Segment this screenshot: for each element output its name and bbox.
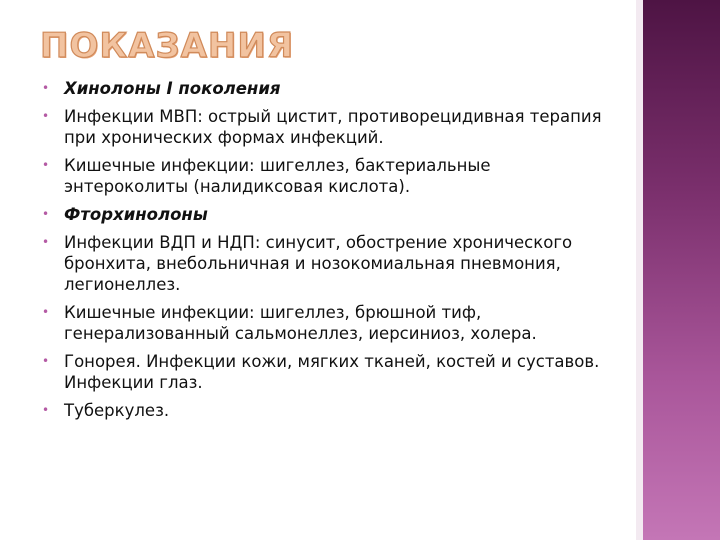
bullet-icon: • — [42, 305, 50, 319]
section-heading: Хинолоны I поколения — [64, 79, 281, 98]
list-item — [40, 302, 610, 344]
list-item — [40, 78, 610, 99]
slide-title: ПОКАЗАНИЯ — [40, 26, 295, 66]
list-item — [40, 155, 610, 197]
list-item-text: Кишечные инфекции: шигеллез, бактериальные энтероколиты (налидиксовая кислота). — [64, 156, 491, 196]
bullet-icon: • — [42, 81, 50, 95]
list-item-text: Гонорея. Инфекции кожи, мягких тканей, костей и суставов. Инфекции глаз. — [64, 352, 600, 392]
list-item-text: Инфекции МВП: острый цистит, противорецидивная терапия при хронических формах инфекций. — [64, 107, 602, 147]
side-band-edge — [636, 0, 643, 540]
decorative-side-band — [643, 0, 720, 540]
list-item — [40, 232, 610, 295]
bullet-icon: • — [42, 354, 50, 368]
section-heading: Фторхинолоны — [64, 205, 208, 224]
list-item-text: Туберкулез. — [64, 401, 170, 420]
list-item-text: Кишечные инфекции: шигеллез, брюшной тиф, генерализованный сальмонеллез, иерсиниоз, холера. — [64, 303, 537, 343]
list-item — [40, 204, 610, 225]
bullet-icon: • — [42, 158, 50, 172]
bullet-icon: • — [42, 235, 50, 249]
list-item — [40, 106, 610, 148]
bullet-list — [40, 78, 610, 428]
list-item — [40, 400, 610, 421]
bullet-icon: • — [42, 109, 50, 123]
bullet-icon: • — [42, 207, 50, 221]
bullet-icon: • — [42, 403, 50, 417]
list-item — [40, 351, 610, 393]
list-item-text: Инфекции ВДП и НДП: синусит, обострение хронического бронхита, внебольничная и нозокомиальная пневмония, легионеллез. — [64, 233, 573, 294]
